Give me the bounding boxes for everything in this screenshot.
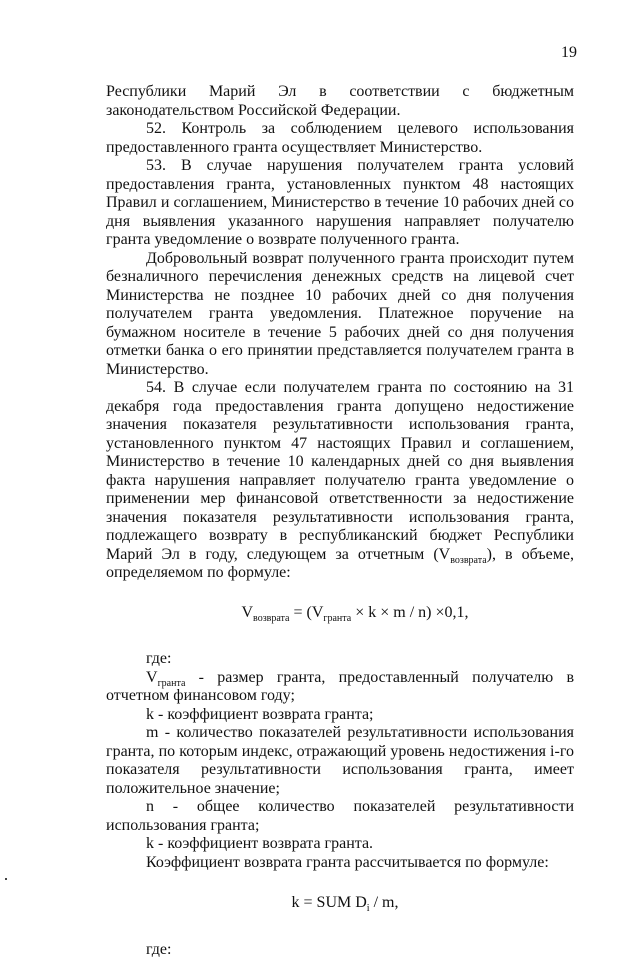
- paragraph-54-text: 54. В случае если получателем гранта по состоянию на 31 декабря года предоставления гранта допущено недостижение значения показателя результативности использования гранта, установленного пунктом 47 настоящих Правил и соглашением, Министерство в течение 10 календарных дней со дня выявления факта нарушения направляет получателю гранта уведомление о применении мер финансовой ответственности за недостижение значения показателя результативности использования гранта, подлежащего возврату в республиканский бюджет Республики Марий Эл в году, следующем за отчетным (V: [106, 379, 574, 563]
- paragraph-54-tail: ), в объеме, определяемом по формуле:: [106, 546, 574, 582]
- definition-k-repeat: k - коэффициент возврата гранта.: [106, 835, 574, 854]
- formula-mid-subscript: гранта: [323, 613, 351, 624]
- formula-lhs-subscript: возврата: [253, 613, 289, 624]
- paragraph-54: [106, 379, 574, 583]
- paragraph-54-subscript: возврата: [450, 555, 486, 566]
- page-number: 19: [561, 44, 577, 62]
- scan-speck: [5, 878, 7, 880]
- definition-v-symbol: V: [146, 669, 158, 686]
- formula-2-post: / m,: [370, 894, 399, 911]
- paragraph-continuation: Республики Марий Эл в соответствии с бюджетным законодательством Российской Федерации.: [106, 83, 574, 120]
- formula-rhs: × k × m / n) ×0,1,: [351, 604, 468, 621]
- formula-coefficient: [106, 894, 574, 913]
- formula-2-pre: k = SUM D: [292, 894, 367, 911]
- paragraph-voluntary-return: Добровольный возврат полученного гранта происходит путем безналичного перечисления денежных средств на лицевой счет Министерства не позднее 10 рабочих дней со дня получения получателем гранта уведомления. Платежное поручение на бумажном носителе в течение 5 рабочих дней со дня получения отметки банка о его принятии представляется получателем гранта в Министерство.: [106, 250, 574, 380]
- definition-n: n - общее количество показателей результативности использования гранта;: [106, 798, 574, 835]
- definition-v-subscript: гранта: [158, 678, 186, 689]
- where-label-2: где:: [106, 941, 574, 959]
- coefficient-intro: Коэффициент возврата гранта рассчитывается по формуле:: [106, 854, 574, 873]
- paragraph-53: 53. В случае нарушения получателем гранта условий предоставления гранта, установленных пунктом 48 настоящих Правил и соглашением, Министерство в течение 10 рабочих дней со дня выявления указанного нарушения направляет получателю гранта уведомление о возврате полученного гранта.: [106, 157, 574, 250]
- definition-v-grant: [106, 669, 574, 706]
- where-label-1: где:: [106, 650, 574, 669]
- formula-lhs: V: [241, 604, 253, 621]
- formula-2-subscript: i: [367, 903, 370, 914]
- definition-v-text: - размер гранта, предоставленный получателю в отчетном финансовом году;: [106, 669, 574, 705]
- definition-k: k - коэффициент возврата гранта;: [106, 706, 574, 725]
- definition-m: m - количество показателей результативности использования гранта, по которым индекс, отражающий уровень недостижения i-го показателя результативности использования гранта, имеет положительное значение;: [106, 724, 574, 798]
- formula-return-amount: [106, 604, 574, 623]
- paragraph-52: 52. Контроль за соблюдением целевого использования предоставленного гранта осуществляет Министерство.: [106, 120, 574, 157]
- formula-mid: = (V: [289, 604, 323, 621]
- document-body: [106, 83, 574, 959]
